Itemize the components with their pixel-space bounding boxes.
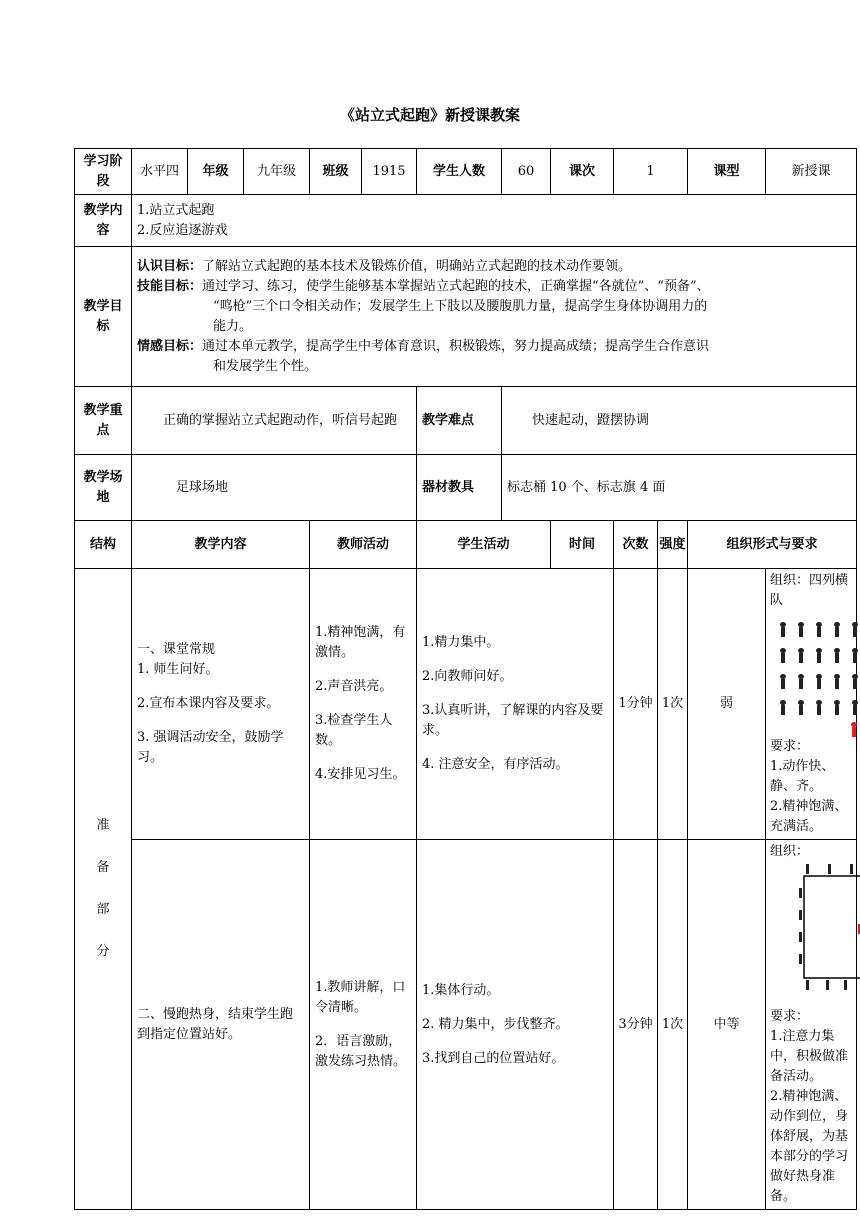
lesson-no-label: 课次 <box>551 149 614 195</box>
lesson-plan-table <box>74 148 857 1210</box>
venue-row <box>75 455 857 521</box>
col-organization: 组织形式与要求 <box>688 521 857 569</box>
skill-text-3: 能力。 <box>213 318 253 334</box>
row2-teacher: 1.教师讲解，口令清晰。 2．语言激励，激发练习热情。 <box>310 840 417 1210</box>
content-item: 1.站立式起跑 <box>137 202 215 218</box>
lesson-no-value: 1 <box>614 149 688 195</box>
row1-organization: 组织：四列横队 要求： 1.动作快、静、齐。 2.精神饱满、充满活。 <box>766 569 857 840</box>
key-points-text: 正确的掌握站立式起跑动作，听信号起跑 <box>132 387 417 455</box>
row1-student: 1.精力集中。 2.向教师问好。 3.认真听讲，了解课的内容及要求。 4. 注意安全，有序活动。 <box>417 569 614 840</box>
type-value: 新授课 <box>766 149 857 195</box>
page-title: 《站立式起跑》新授课教案 <box>339 106 520 124</box>
goals-label: 教学目标 <box>75 247 132 387</box>
info-row <box>75 149 857 195</box>
equipment-label: 器材教具 <box>417 455 502 521</box>
row2-intensity: 中等 <box>688 840 766 1210</box>
students-value: 60 <box>502 149 551 195</box>
stage-value: 水平四 <box>132 149 188 195</box>
emotion-label: 情感目标： <box>137 338 203 354</box>
column-header-row <box>75 521 857 569</box>
activity-row <box>75 840 857 1210</box>
students-label: 学生人数 <box>417 149 502 195</box>
row1-teacher: 1.精神饱满，有激情。 2.声音洪亮。 3.检查学生人数。 4.安排见习生。 <box>310 569 417 840</box>
class-label: 班级 <box>310 149 362 195</box>
activity-row <box>75 569 857 840</box>
content-item: 2.反应追逐游戏 <box>137 222 228 238</box>
skill-label: 技能目标： <box>137 278 203 294</box>
equipment-text: 标志桶 10 个、标志旗 4 面 <box>502 455 857 521</box>
row2-time: 3分钟 <box>614 840 658 1210</box>
col-count: 次数 <box>614 521 658 569</box>
type-label: 课型 <box>688 149 766 195</box>
class-value: 1915 <box>362 149 417 195</box>
difficulty-text: 快速起动，蹬摆协调 <box>502 387 857 455</box>
key-points-label: 教学重点 <box>75 387 132 455</box>
grade-label: 年级 <box>188 149 244 195</box>
grade-value: 九年级 <box>244 149 310 195</box>
cognitive-label: 认识目标： <box>137 258 203 274</box>
col-student: 学生活动 <box>417 521 551 569</box>
col-time: 时间 <box>551 521 614 569</box>
row2-student: 1.集体行动。 2. 精力集中，步伐整齐。 3.找到自己的位置站好。 <box>417 840 614 1210</box>
col-content: 教学内容 <box>132 521 310 569</box>
row2-content: 二、慢跑热身，结束学生跑到指定位置站好。 <box>132 840 310 1210</box>
skill-text-2: “鸣枪”三个口令相关动作；发展学生上下肢以及腰腹肌力量，提高学生身体协调用力的 <box>213 298 708 314</box>
goals-row <box>75 247 857 387</box>
row1-intensity: 弱 <box>688 569 766 840</box>
row2-organization: 组织： 要求： 1.注意力集中，积极做准备活动。 2.精神饱满、动作到位，身体舒展，为基本部分的学习做好热身准备。 <box>766 840 857 1210</box>
content-items <box>132 195 857 247</box>
venue-label: 教学场地 <box>75 455 132 521</box>
stage-label: 学习阶段 <box>75 149 132 195</box>
emotion-text: 通过本单元教学，提高学生中考体育意识，积极锻炼，努力提高成绩；提高学生合作意识 <box>202 338 710 354</box>
difficulty-label: 教学难点 <box>417 387 502 455</box>
cognitive-text: 了解站立式起跑的基本技术及锻炼价值，明确站立式起跑的技术动作要领。 <box>202 258 632 274</box>
venue-text: 足球场地 <box>132 455 417 521</box>
row1-count: 1次 <box>658 569 688 840</box>
content-label: 教学内容 <box>75 195 132 247</box>
col-structure: 结构 <box>75 521 132 569</box>
square-formation-diagram <box>770 862 860 1000</box>
formation-diagram <box>770 611 860 737</box>
emotion-text-2: 和发展学生个性。 <box>213 358 318 374</box>
teacher-icon <box>852 726 856 737</box>
key-points-row <box>75 387 857 455</box>
section-name: 准 备 部 分 <box>75 569 132 1210</box>
row1-content: 一、课堂常规 1. 师生问好。 2.宣布本课内容及要求。 3. 强调活动安全，鼓励学习。 <box>132 569 310 840</box>
skill-text: 通过学习、练习，使学生能够基本掌握站立式起跑的技术，正确掌握“各就位”、“预备”、 <box>202 278 710 294</box>
row2-count: 1次 <box>658 840 688 1210</box>
content-row <box>75 195 857 247</box>
row1-time: 1分钟 <box>614 569 658 840</box>
col-intensity: 强度 <box>658 521 688 569</box>
goals-text <box>132 247 857 387</box>
col-teacher: 教师活动 <box>310 521 417 569</box>
